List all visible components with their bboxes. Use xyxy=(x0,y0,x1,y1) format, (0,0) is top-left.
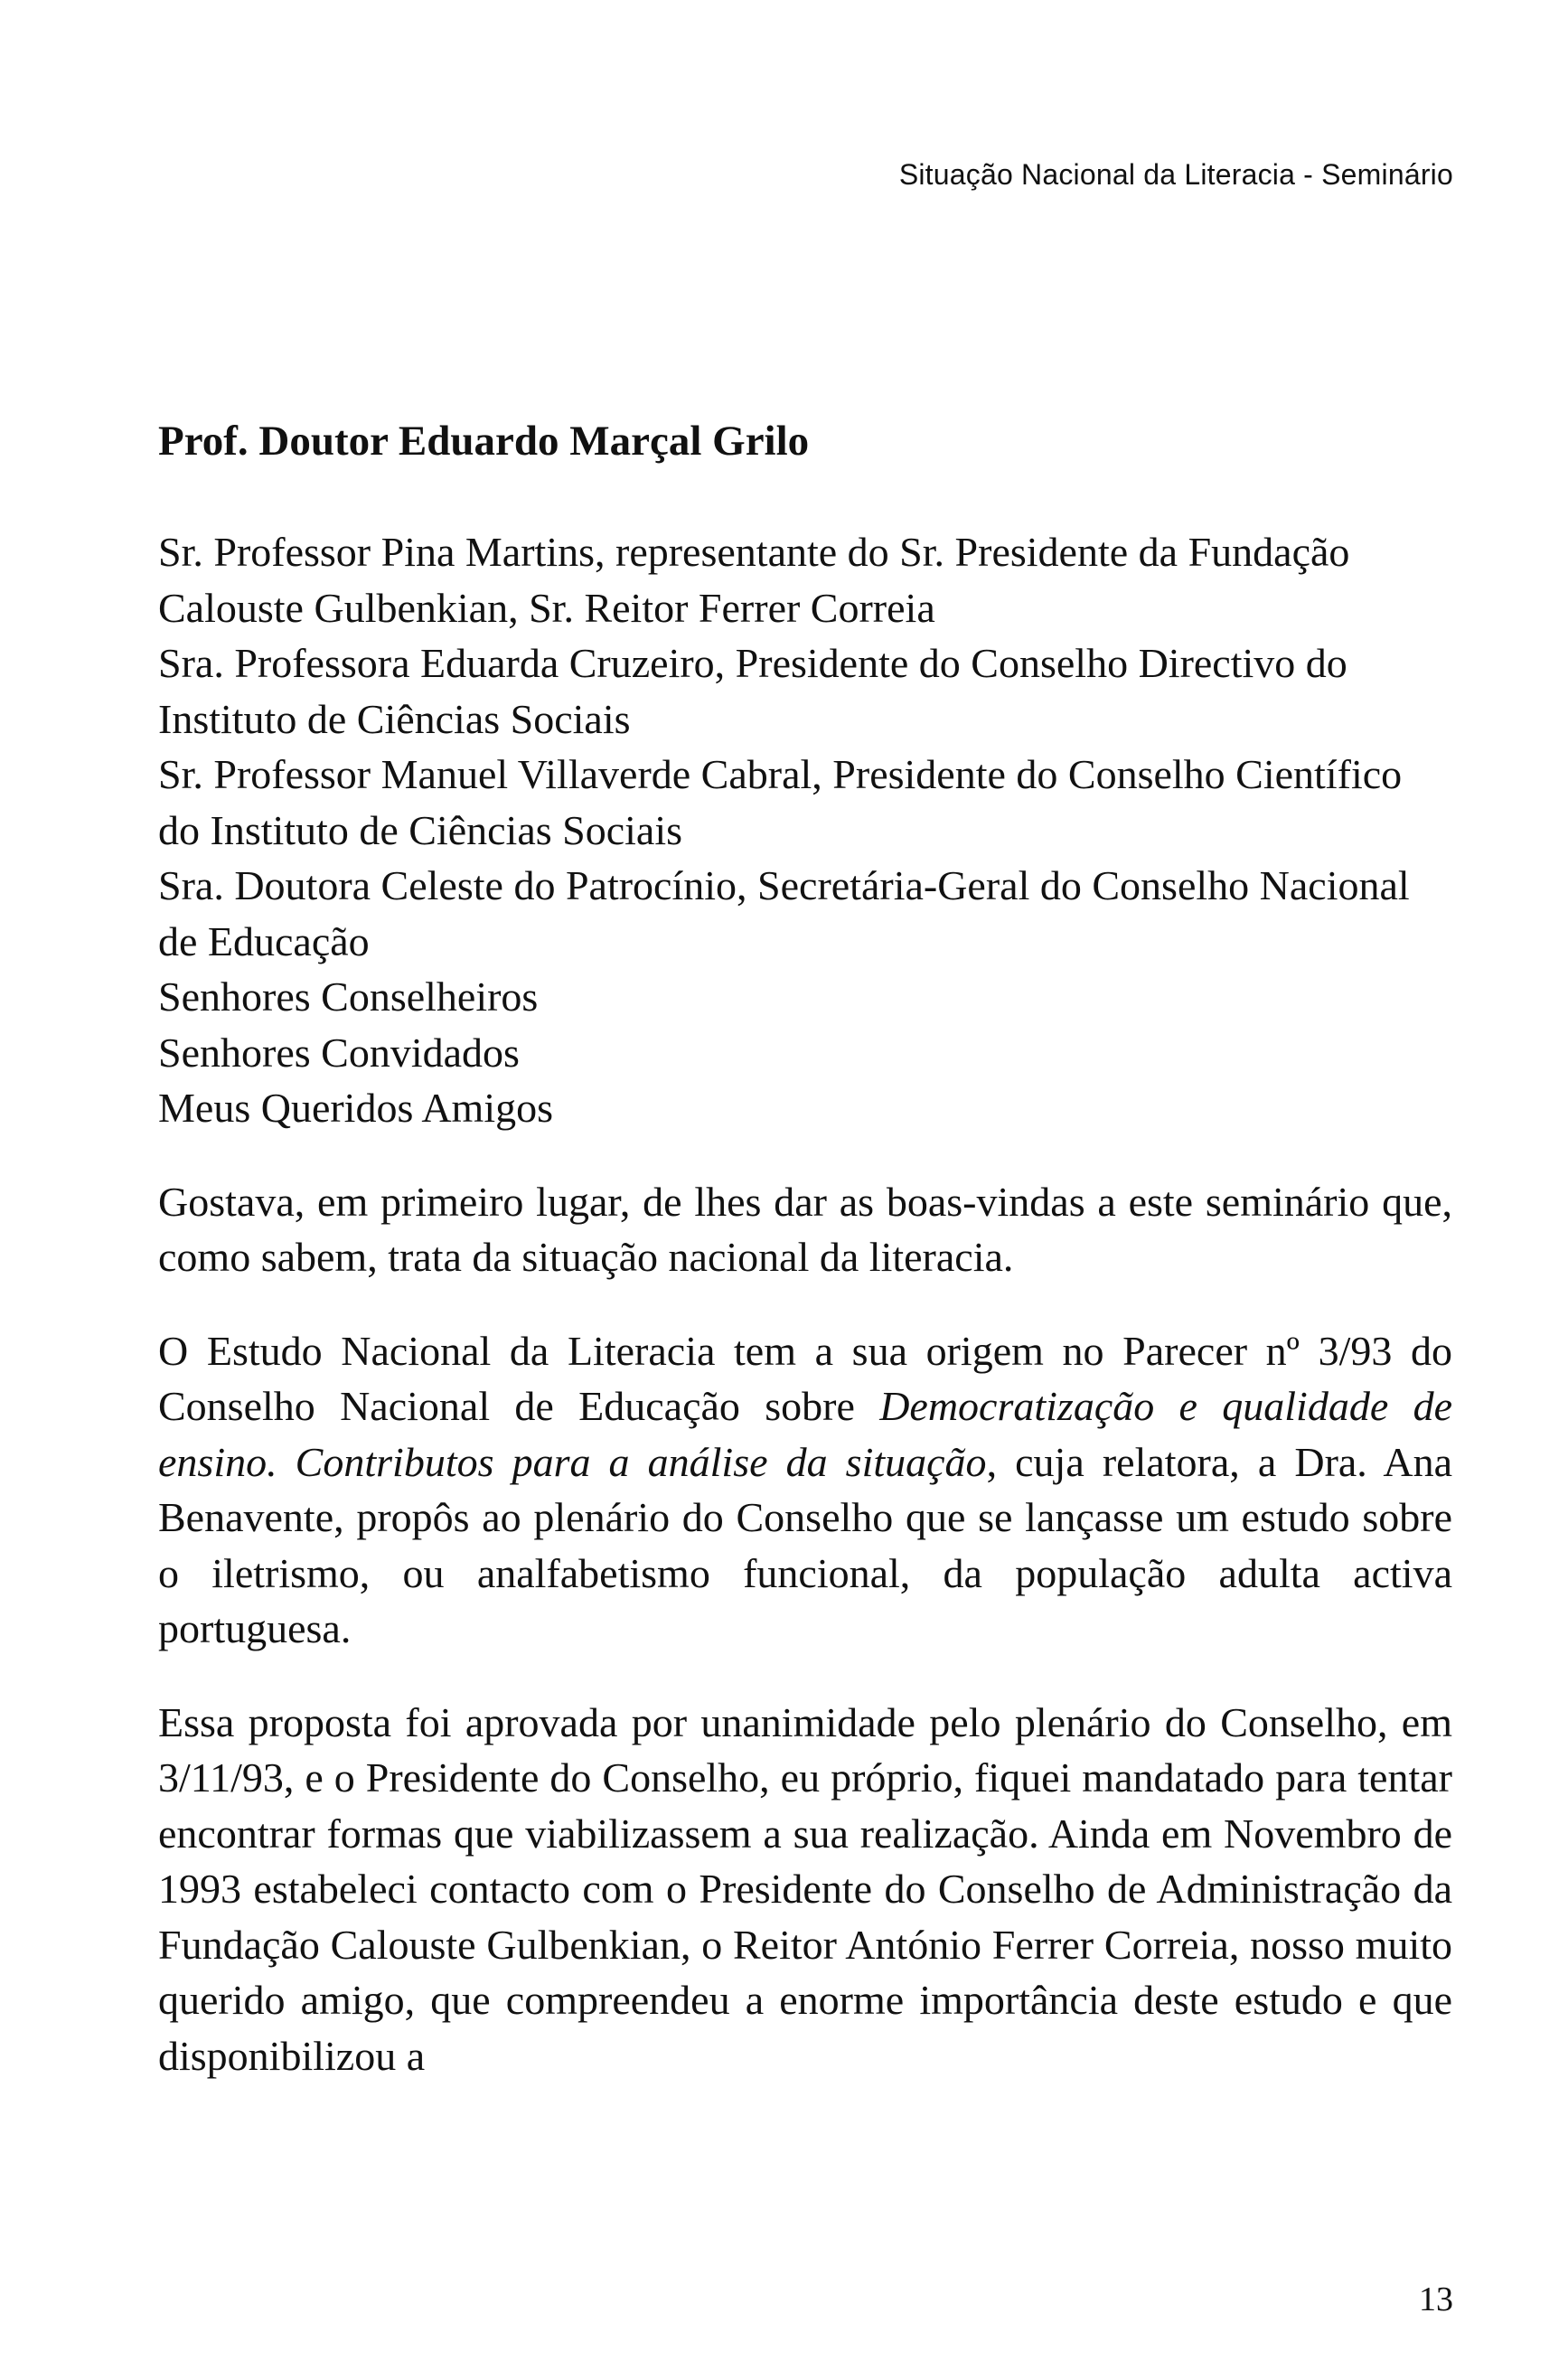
salutation-item: Senhores Convidados xyxy=(158,1029,520,1076)
paragraph-origin-text: , cuja relatora, a Dra. Ana Benavente, propôs ao plenário do Conselho que se lançasse um estudo sobre o iletrismo, ou analfabetismo funcional, da população adulta activa portuguesa. xyxy=(158,1438,1452,1651)
salutations-list xyxy=(158,524,1452,1136)
paragraph-welcome: Gostava, em primeiro lugar, de lhes dar as boas-vindas a este seminário que, como sabem, trata da situação nacional da literacia. xyxy=(158,1178,1452,1280)
paragraph-origin-text: O Estudo Nacional da Literacia tem a sua origem no Parecer nº 3/93 do Conselho Nacional de Educação sobre xyxy=(158,1327,1452,1429)
salutation-item: Meus Queridos Amigos xyxy=(158,1085,553,1131)
page-number: 13 xyxy=(1419,2280,1453,2318)
paragraph-approval: Essa proposta foi aprovada por unanimidade pelo plenário do Conselho, em 3/11/93, e o Presidente do Conselho, eu próprio, fiquei mandatado para tentar encontrar formas que viabilizassem a sua realização. Ainda em Novembro de 1993 estabeleci contacto com o Presidente do Conselho de Administração da Fundação Calouste Gulbenkian, o Reitor António Ferrer Correia, nosso muito querido amigo, que compreendeu a enorme importância deste estudo e que disponibilizou a xyxy=(158,1698,1452,2079)
page-body xyxy=(158,414,1452,2121)
salutation-item: Sra. Doutora Celeste do Patrocínio, Secretária-Geral do Conselho Nacional de Educação xyxy=(158,862,1410,964)
running-header: Situação Nacional da Literacia - Seminário xyxy=(898,158,1453,191)
salutation-item: Senhores Conselheiros xyxy=(158,973,539,1020)
paragraph-origin xyxy=(158,1323,1452,1657)
speaker-name: Prof. Doutor Eduardo Marçal Grilo xyxy=(158,418,810,465)
salutation-item: Sr. Professor Manuel Villaverde Cabral, Presidente do Conselho Científico do Instituto de Ciências Sociais xyxy=(158,751,1403,853)
salutation-item: Sr. Professor Pina Martins, representante do Sr. Presidente da Fundação Calouste Gulbenkian, Sr. Reitor Ferrer Correia xyxy=(158,529,1350,631)
salutation-item: Sra. Professora Eduarda Cruzeiro, Presidente do Conselho Directivo do Instituto de Ciências Sociais xyxy=(158,640,1347,742)
report-title: Democratização e qualidade de ensino. Contributos para a análise da situação xyxy=(158,1383,1452,1485)
